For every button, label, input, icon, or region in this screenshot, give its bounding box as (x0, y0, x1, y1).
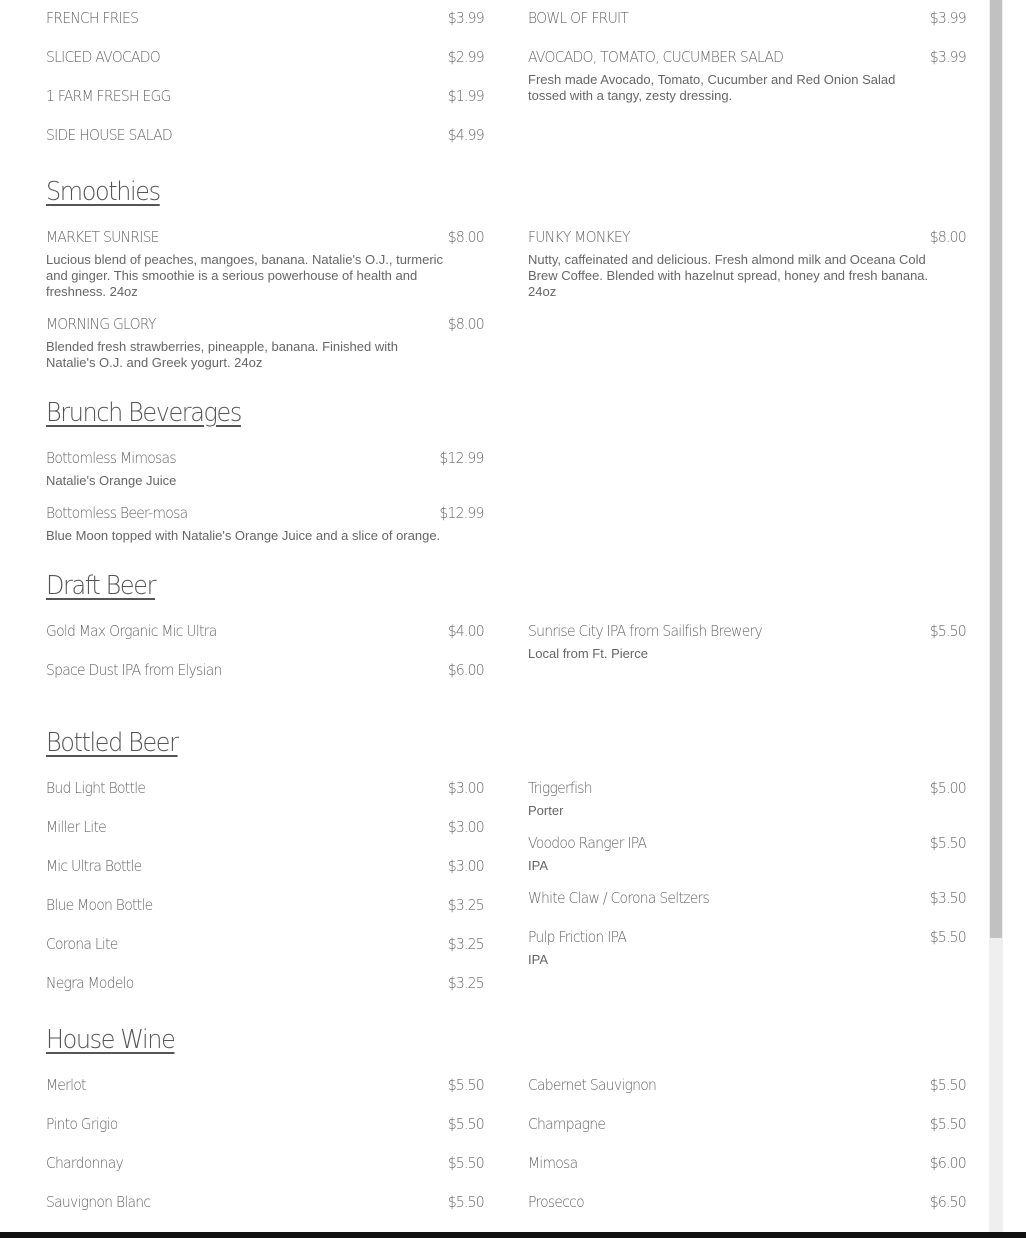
menu-item (46, 449, 484, 493)
item-name: Bottomless Mimosas (46, 449, 176, 467)
item-name: MORNING GLORY (46, 315, 156, 333)
menu-item (528, 779, 966, 823)
menu-item (46, 857, 484, 879)
item-name: Merlot (46, 1076, 86, 1094)
item-name: Mimosa (528, 1154, 578, 1172)
menu-item (528, 1154, 966, 1176)
menu-item (528, 228, 966, 304)
window-bottom-edge (0, 1232, 1026, 1238)
item-price: $8.00 (447, 315, 484, 333)
item-name: Blue Moon Bottle (46, 896, 153, 914)
menu-item (46, 9, 484, 31)
item-price: $6.00 (929, 1154, 966, 1172)
item-name: Pinto Grigio (46, 1115, 118, 1133)
item-price: $5.50 (929, 928, 966, 946)
menu-item (528, 834, 966, 878)
menu-item (46, 48, 484, 70)
item-description: Lucious blend of peaches, mangoes, banana. Natalie's O.J., turmeric and ginger. This smoothie is a serious powerhouse of health and freshness. 24oz (46, 252, 444, 299)
item-price: $5.00 (929, 779, 966, 797)
item-name: Chardonnay (46, 1154, 124, 1172)
menu-item (46, 1193, 484, 1215)
menu-item (46, 504, 484, 548)
item-price: $1.99 (447, 87, 484, 105)
item-name: Sauvignon Blanc (46, 1193, 151, 1211)
scrollbar-thumb[interactable] (990, 0, 1002, 938)
item-price: $5.50 (447, 1193, 484, 1211)
item-price: $3.00 (447, 818, 484, 836)
item-price: $6.00 (447, 661, 484, 679)
item-price: $3.00 (447, 779, 484, 797)
item-price: $5.50 (929, 1115, 966, 1133)
item-name: BOWL OF FRUIT (528, 9, 629, 27)
item-name: Mic Ultra Bottle (46, 857, 142, 875)
item-price: $5.50 (447, 1115, 484, 1133)
section-title-brunch-beverages: Brunch Beverages (46, 398, 241, 428)
item-description: Fresh made Avocado, Tomato, Cucumber and Red Onion Salad tossed with a tangy, zesty dressing. (528, 72, 896, 103)
item-name: Champagne (528, 1115, 606, 1133)
menu-item (528, 889, 966, 911)
item-price: $5.50 (447, 1076, 484, 1094)
item-name: Prosecco (528, 1193, 584, 1211)
menu-item (46, 779, 484, 801)
menu-item (46, 1115, 484, 1137)
item-price: $5.50 (929, 622, 966, 640)
item-name: Space Dust IPA from Elysian (46, 661, 222, 679)
item-price: $3.99 (929, 48, 966, 66)
menu-item (46, 974, 484, 996)
item-description: IPA (528, 952, 548, 967)
section-title-house-wine: House Wine (46, 1025, 175, 1055)
menu-item (528, 928, 966, 972)
item-name: FRENCH FRIES (46, 9, 139, 27)
item-name: MARKET SUNRISE (46, 228, 159, 246)
item-price: $5.50 (929, 834, 966, 852)
item-name: Miller Lite (46, 818, 106, 836)
menu-item (46, 622, 484, 644)
item-name: White Claw / Corona Seltzers (528, 889, 710, 907)
menu-item (528, 1076, 966, 1098)
item-price: $12.99 (439, 504, 484, 522)
item-name: Cabernet Sauvignon (528, 1076, 657, 1094)
item-name: Negra Modelo (46, 974, 134, 992)
item-description: Local from Ft. Pierce (528, 646, 648, 661)
item-name: Bud Light Bottle (46, 779, 146, 797)
item-price: $8.00 (447, 228, 484, 246)
item-price: $4.00 (447, 622, 484, 640)
item-price: $3.25 (447, 896, 484, 914)
item-description: IPA (528, 858, 548, 873)
item-price: $3.99 (929, 9, 966, 27)
menu-item (528, 1115, 966, 1137)
item-name: Triggerfish (528, 779, 592, 797)
menu-item (528, 48, 966, 108)
menu-item (528, 622, 966, 666)
item-name: Sunrise City IPA from Sailfish Brewery (528, 622, 763, 640)
item-name: SLICED AVOCADO (46, 48, 160, 66)
menu-item (46, 228, 484, 304)
menu-item (46, 896, 484, 918)
item-price: $4.99 (447, 126, 484, 144)
item-name: FUNKY MONKEY (528, 228, 630, 246)
menu-item (528, 1193, 966, 1215)
menu-item (46, 818, 484, 840)
item-name: SIDE HOUSE SALAD (46, 126, 172, 144)
item-price: $3.50 (929, 889, 966, 907)
item-price: $5.50 (447, 1154, 484, 1172)
item-name: Bottomless Beer-mosa (46, 504, 188, 522)
item-name: Gold Max Organic Mic Ultra (46, 622, 217, 640)
item-description: Nutty, caffeinated and delicious. Fresh almond milk and Oceana Cold Brew Coffee. Blended with hazelnut spread, honey and fresh banana. 24oz (528, 252, 929, 299)
menu-item (46, 126, 484, 148)
item-description: Porter (528, 803, 564, 818)
item-price: $6.50 (929, 1193, 966, 1211)
item-name: Corona Lite (46, 935, 118, 953)
item-name: 1 FARM FRESH EGG (46, 87, 171, 105)
menu-item (46, 87, 484, 109)
menu-item (46, 661, 484, 683)
item-name: Pulp Friction IPA (528, 928, 627, 946)
section-title-smoothies: Smoothies (46, 177, 160, 207)
item-price: $3.25 (447, 974, 484, 992)
menu-item (46, 935, 484, 957)
item-description: Blended fresh strawberries, pineapple, banana. Finished with Natalie's O.J. and Greek yogurt. 24oz (46, 339, 398, 370)
menu-item (46, 1076, 484, 1098)
item-price: $3.00 (447, 857, 484, 875)
item-price: $8.00 (929, 228, 966, 246)
menu-item (528, 9, 966, 31)
item-name: Voodoo Ranger IPA (528, 834, 647, 852)
menu-item (46, 315, 484, 375)
item-price: $5.50 (929, 1076, 966, 1094)
menu-item (46, 1154, 484, 1176)
item-price: $12.99 (439, 449, 484, 467)
section-title-bottled-beer: Bottled Beer (46, 728, 178, 758)
item-description: Natalie's Orange Juice (46, 473, 177, 488)
item-price: $3.25 (447, 935, 484, 953)
item-price: $3.99 (447, 9, 484, 27)
item-price: $2.99 (447, 48, 484, 66)
item-description: Blue Moon topped with Natalie's Orange Juice and a slice of orange. (46, 528, 441, 543)
item-name: AVOCADO, TOMATO, CUCUMBER SALAD (528, 48, 784, 66)
section-title-draft-beer: Draft Beer (46, 571, 156, 601)
